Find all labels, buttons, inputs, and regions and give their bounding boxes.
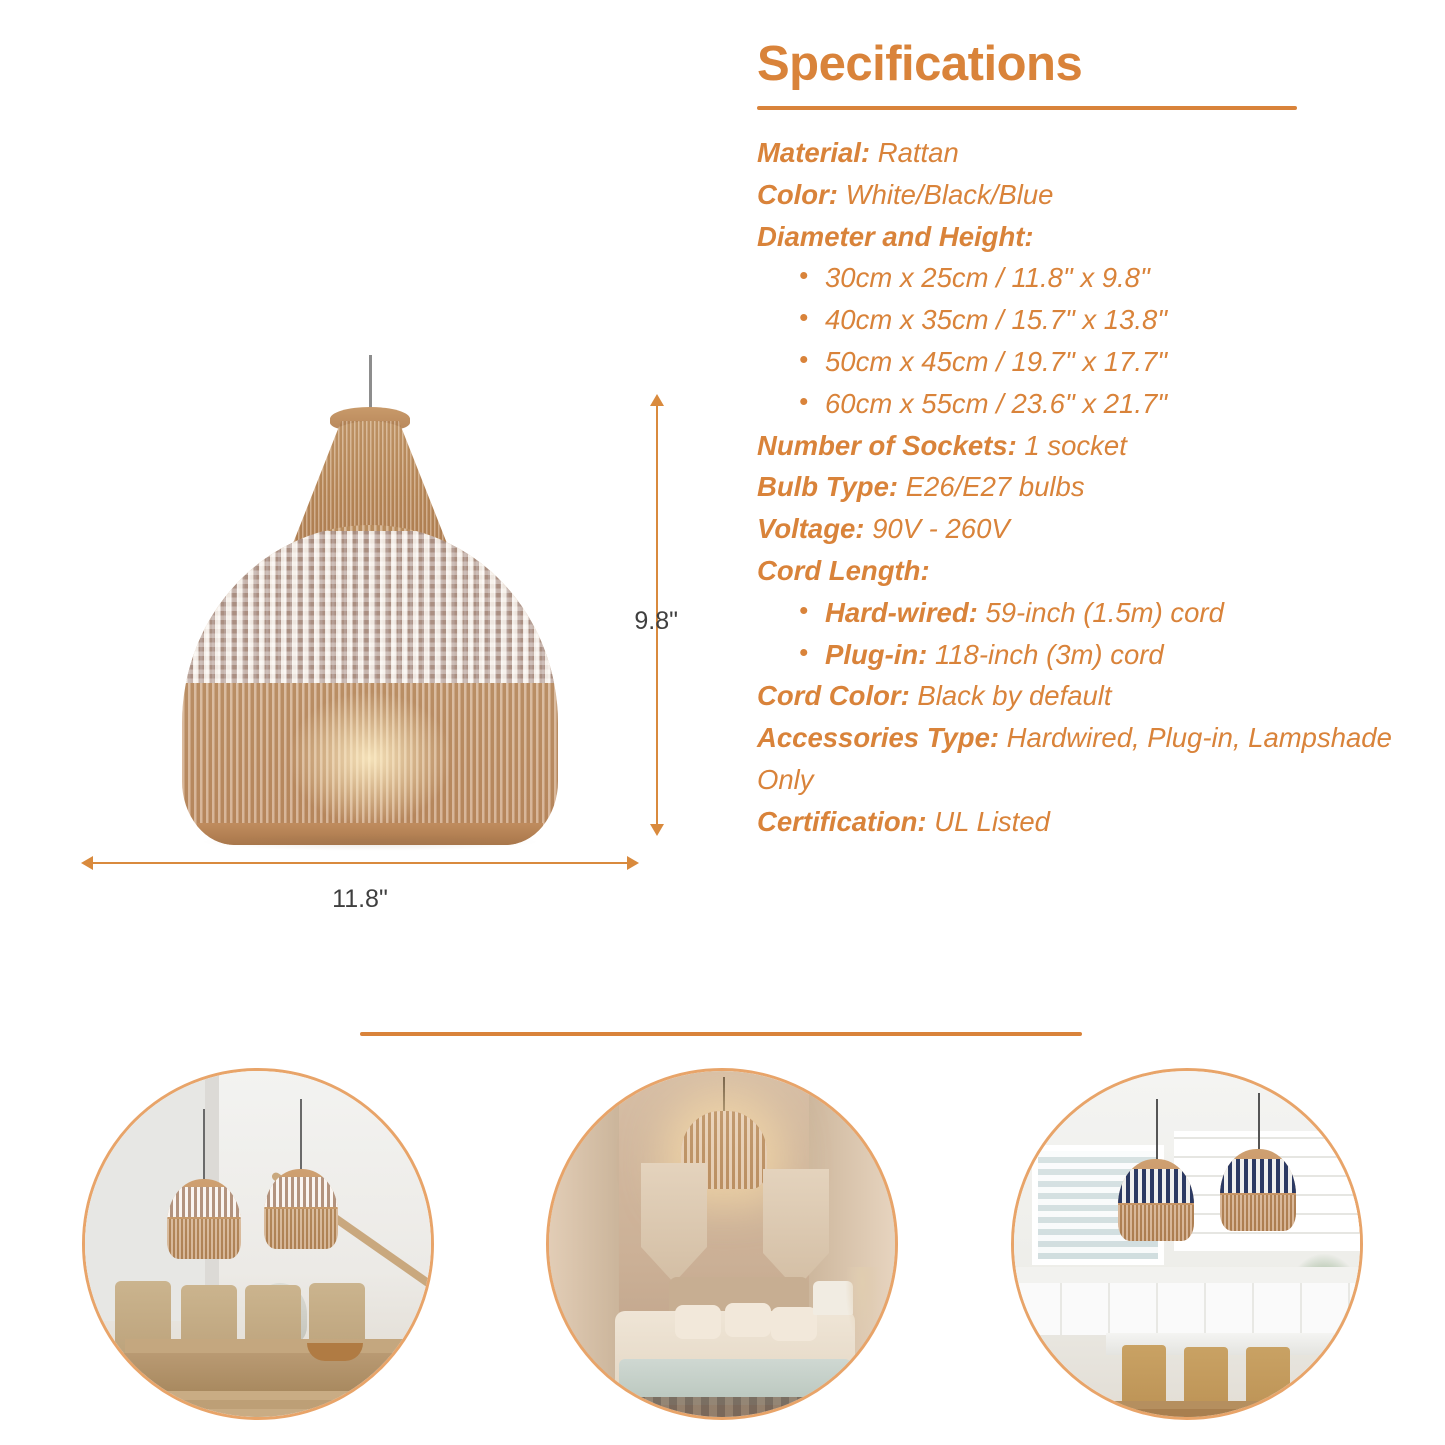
lamp-cord bbox=[369, 355, 372, 410]
specifications-list bbox=[757, 132, 1417, 843]
spec-value: Black by default bbox=[917, 680, 1112, 712]
width-dimension-arrow bbox=[92, 862, 628, 864]
lamp-glow bbox=[287, 691, 452, 825]
scene-image bbox=[549, 1071, 895, 1417]
title-divider bbox=[757, 106, 1297, 110]
spec-key: Number of Sockets: bbox=[757, 429, 1017, 461]
spec-row-certification bbox=[757, 801, 1417, 843]
width-dimension-label: 11.8" bbox=[332, 885, 388, 913]
lamp-dome bbox=[182, 525, 558, 845]
list-item: • 60cm x 55cm / 23.6" x 21.7" bbox=[799, 383, 1417, 425]
spec-key: Diameter and Height: bbox=[757, 220, 1034, 252]
spec-value: E26/E27 bulbs bbox=[905, 471, 1085, 503]
list-item: • 50cm x 45cm / 19.7" x 17.7" bbox=[799, 341, 1417, 383]
list-item bbox=[799, 592, 1417, 634]
spec-row-voltage bbox=[757, 508, 1417, 550]
cord-length-options-list bbox=[799, 592, 1417, 676]
spec-value: 90V - 260V bbox=[872, 513, 1010, 545]
bedroom-scene bbox=[546, 1068, 898, 1420]
spec-row-material bbox=[757, 132, 1417, 174]
spec-key: Accessories Type: bbox=[757, 722, 1000, 754]
spec-key: Cord Color: bbox=[757, 680, 910, 712]
height-dimension-label: 9.8" bbox=[634, 607, 678, 635]
dining-room-scene bbox=[82, 1068, 434, 1420]
scene-image bbox=[1014, 1071, 1360, 1417]
spec-key: Bulb Type: bbox=[757, 471, 899, 503]
spec-value: Hardwired, Plug-in, Lampshade Only bbox=[757, 722, 1392, 795]
cord-option-key: Plug-in: bbox=[825, 638, 928, 670]
lamp-weave-band bbox=[182, 531, 558, 683]
spec-key: Certification: bbox=[757, 805, 927, 837]
list-item bbox=[799, 634, 1417, 676]
lifestyle-scenes bbox=[0, 1068, 1445, 1445]
spec-key: Voltage: bbox=[757, 513, 865, 545]
specifications-panel bbox=[757, 36, 1417, 843]
spec-row-color bbox=[757, 174, 1417, 216]
scene-image bbox=[85, 1071, 431, 1417]
product-image-panel bbox=[0, 0, 745, 1020]
spec-value: Rattan bbox=[877, 137, 959, 168]
spec-row-bulb-type bbox=[757, 466, 1417, 508]
lamp-shadow bbox=[200, 833, 540, 851]
list-item: • 30cm x 25cm / 11.8" x 9.8" bbox=[799, 257, 1417, 299]
cord-option-key: Hard-wired: bbox=[825, 596, 978, 628]
cord-option-value: 118-inch (3m) cord bbox=[934, 638, 1164, 670]
cord-option-value: 59-inch (1.5m) cord bbox=[985, 596, 1224, 628]
spec-key: Cord Length: bbox=[757, 554, 930, 586]
spec-value: 1 socket bbox=[1024, 429, 1127, 461]
spec-row-diameter-height bbox=[757, 216, 1417, 258]
rattan-pendant-lamp-image bbox=[170, 355, 570, 845]
kitchen-scene bbox=[1011, 1068, 1363, 1420]
spec-row-sockets bbox=[757, 425, 1417, 467]
size-options-list bbox=[799, 257, 1417, 424]
section-divider bbox=[360, 1032, 1082, 1036]
spec-key: Color: bbox=[757, 178, 838, 210]
spec-row-cord-length bbox=[757, 550, 1417, 592]
spec-key: Material: bbox=[757, 137, 871, 168]
list-item: • 40cm x 35cm / 15.7" x 13.8" bbox=[799, 299, 1417, 341]
spec-row-cord-color bbox=[757, 675, 1417, 717]
specifications-title: Specifications bbox=[757, 37, 1083, 91]
spec-value: White/Black/Blue bbox=[845, 178, 1054, 210]
spec-row-accessories-type bbox=[757, 717, 1417, 801]
spec-value: UL Listed bbox=[934, 805, 1050, 837]
